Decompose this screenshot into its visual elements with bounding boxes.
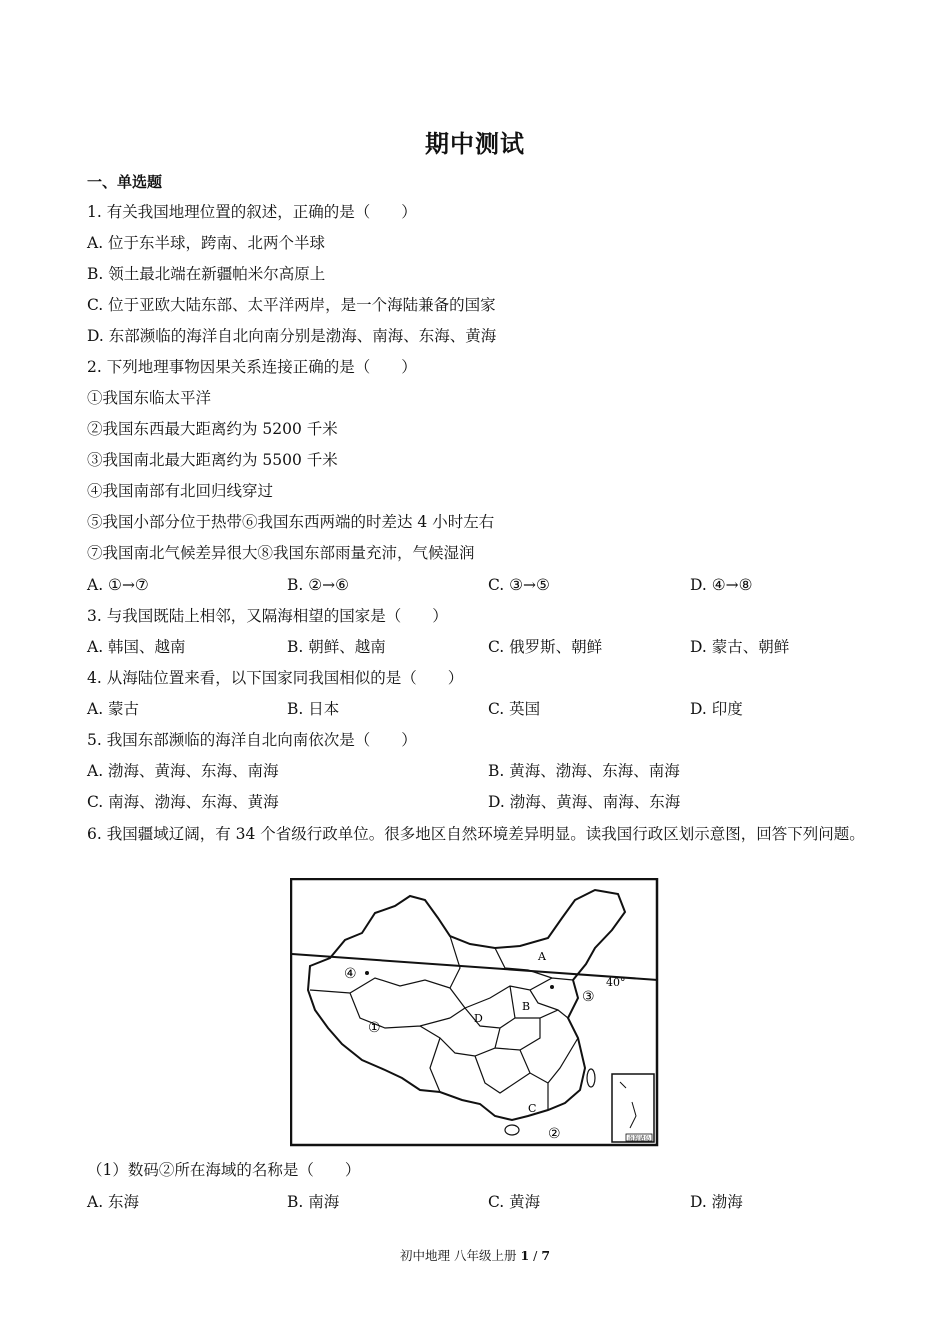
footer-page-number: 1 <box>520 1248 530 1263</box>
map-label-b: B <box>522 1000 531 1013</box>
page-title: 期中测试 <box>425 129 525 158</box>
map-label-2: ② <box>548 1126 561 1142</box>
question-2-item: ④我国南部有北回归线穿过 <box>87 482 274 500</box>
question-2-item: ①我国东临太平洋 <box>87 389 212 407</box>
question-5-option-c[interactable]: C. 南海、渤海、东海、黄海 <box>87 793 279 811</box>
china-admin-map <box>290 878 660 1148</box>
question-4-option-d[interactable]: D. 印度 <box>690 700 743 718</box>
question-1-stem: 1. 有关我国地理位置的叙述，正确的是（ ） <box>87 203 417 221</box>
question-2-item: ③我国南北最大距离约为 5500 千米 <box>87 451 338 469</box>
question-3-option-a[interactable]: A. 韩国、越南 <box>87 638 186 656</box>
question-6-sub1-stem: （1）数码②所在海域的名称是（ ） <box>87 1161 361 1179</box>
question-5-option-d[interactable]: D. 渤海、黄海、南海、东海 <box>488 793 681 811</box>
question-2-option-b[interactable]: B. ②→⑥ <box>287 576 350 594</box>
south-sea-inset <box>612 1074 654 1142</box>
question-2-option-a[interactable]: A. ①→⑦ <box>87 576 149 594</box>
question-2-option-d[interactable]: D. ④→⑧ <box>690 576 753 594</box>
question-3-option-b[interactable]: B. 朝鲜、越南 <box>287 638 386 656</box>
question-6-sub1-option-b[interactable]: B. 南海 <box>287 1193 340 1211</box>
footer-page-total: 7 <box>541 1248 551 1263</box>
question-1-option-d[interactable]: D. 东部濒临的海洋自北向南分别是渤海、南海、东海、黄海 <box>87 327 497 345</box>
question-2-item: ⑤我国小部分位于热带⑥我国东西两端的时差达 4 小时左右 <box>87 513 495 531</box>
map-label-4: ④ <box>344 966 357 982</box>
question-6-sub1-option-d[interactable]: D. 渤海 <box>690 1193 743 1211</box>
question-1-option-c[interactable]: C. 位于亚欧大陆东部、太平洋两岸，是一个海陆兼备的国家 <box>87 296 496 314</box>
question-5-option-a[interactable]: A. 渤海、黄海、东海、南海 <box>87 762 279 780</box>
map-label-c: C <box>528 1102 537 1115</box>
question-2-item: ②我国东西最大距离约为 5200 千米 <box>87 420 338 438</box>
map-figure <box>290 878 660 1148</box>
question-6-stem: 6. 我国疆域辽阔，有 34 个省级行政单位。很多地区自然环境差异明显。读我国行政区划示意图，回答下列问题。 <box>87 825 865 843</box>
question-3-option-d[interactable]: D. 蒙古、朝鲜 <box>690 638 790 656</box>
map-label-1: ① <box>368 1020 381 1036</box>
question-2-item: ⑦我国南北气候差异很大⑧我国东部雨量充沛，气候湿润 <box>87 544 475 562</box>
question-6-sub1-option-a[interactable]: A. 东海 <box>87 1193 140 1211</box>
point-4-dot <box>365 971 369 975</box>
question-5-stem: 5. 我国东部濒临的海洋自北向南依次是（ ） <box>87 731 417 749</box>
footer-text: 初中地理 八年级上册 <box>399 1248 521 1263</box>
question-1-option-a[interactable]: A. 位于东半球，跨南、北两个半球 <box>87 234 326 252</box>
question-2-stem: 2. 下列地理事物因果关系连接正确的是（ ） <box>87 358 417 376</box>
map-label-a: A <box>538 950 546 963</box>
page-footer <box>0 1246 950 1264</box>
question-4-stem: 4. 从海陆位置来看，以下国家同我国相似的是（ ） <box>87 669 464 687</box>
question-1-option-b[interactable]: B. 领土最北端在新疆帕米尔高原上 <box>87 265 326 283</box>
question-4-option-a[interactable]: A. 蒙古 <box>87 700 140 718</box>
question-5-option-b[interactable]: B. 黄海、渤海、东海、南海 <box>488 762 680 780</box>
question-4-option-b[interactable]: B. 日本 <box>287 700 340 718</box>
section-heading: 一、单选题 <box>87 173 163 191</box>
question-4-option-c[interactable]: C. 英国 <box>488 700 541 718</box>
inset-label: 南海诸岛 <box>627 1136 651 1142</box>
map-label-d: D <box>474 1012 483 1025</box>
question-6-sub1-option-c[interactable]: C. 黄海 <box>488 1193 541 1211</box>
map-label-3: ③ <box>582 989 595 1005</box>
question-3-option-c[interactable]: C. 俄罗斯、朝鲜 <box>488 638 603 656</box>
footer-separator: / <box>529 1248 542 1263</box>
latitude-label: 40° <box>606 976 626 989</box>
question-3-stem: 3. 与我国既陆上相邻，又隔海相望的国家是（ ） <box>87 607 448 625</box>
question-2-option-c[interactable]: C. ③→⑤ <box>488 576 550 594</box>
point-3-dot <box>550 985 554 989</box>
